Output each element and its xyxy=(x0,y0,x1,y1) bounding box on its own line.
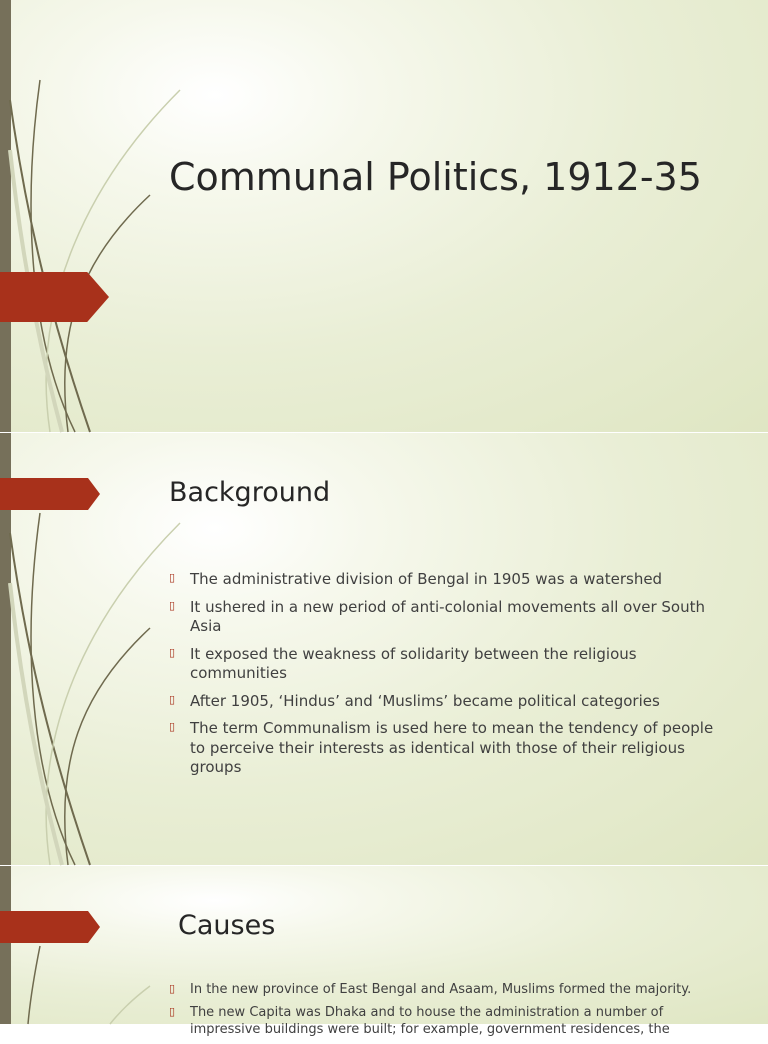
list-item xyxy=(169,719,729,778)
bullet-icon: ▯ xyxy=(169,645,176,659)
slide-heading: Background xyxy=(169,477,331,508)
bullet-icon: ▯ xyxy=(169,720,176,733)
list-item xyxy=(169,645,729,684)
list-item-text: It exposed the weakness of solidarity between the religious communities xyxy=(190,644,637,682)
bullet-icon: ▯ xyxy=(169,1005,176,1018)
arrow-tab xyxy=(0,911,100,943)
slide-title xyxy=(0,0,768,432)
list-item-text: In the new province of East Bengal and Asaam, Muslims formed the majority. xyxy=(190,982,692,997)
list-item-text: The term Communalism is used here to mean the tendency of people to perceive their interests as identical with those of their religious groups xyxy=(190,719,714,776)
list-item xyxy=(169,570,729,590)
bullet-list xyxy=(169,570,729,786)
bullet-icon: ▯ xyxy=(169,571,176,584)
list-item-text: The new Capita was Dhaka and to house the administration a number of impressive buildings were built; for example, government residences, the xyxy=(190,1005,670,1037)
list-item xyxy=(169,598,729,637)
list-item xyxy=(169,1004,729,1038)
decorative-curves xyxy=(0,0,200,432)
list-item xyxy=(169,692,729,712)
bullet-list xyxy=(169,981,729,1044)
arrow-tab xyxy=(0,272,109,322)
slide-background xyxy=(0,433,768,865)
bullet-icon: ▯ xyxy=(169,692,176,706)
list-item-text: The administrative division of Bengal in 1905 was a watershed xyxy=(190,570,663,588)
bullet-icon: ▯ xyxy=(169,598,176,612)
bullet-icon: ▯ xyxy=(169,982,176,995)
list-item xyxy=(169,981,729,998)
arrow-tab xyxy=(0,478,100,510)
list-item-text: After 1905, ‘Hindus’ and ‘Muslims’ became political categories xyxy=(190,691,660,710)
slide-causes xyxy=(0,866,768,1037)
slide-heading: Causes xyxy=(178,910,276,941)
list-item-text: It ushered in a new period of anti-colonial movements all over South Asia xyxy=(190,597,705,635)
slide-title-text: Communal Politics, 1912-35 xyxy=(169,155,702,199)
